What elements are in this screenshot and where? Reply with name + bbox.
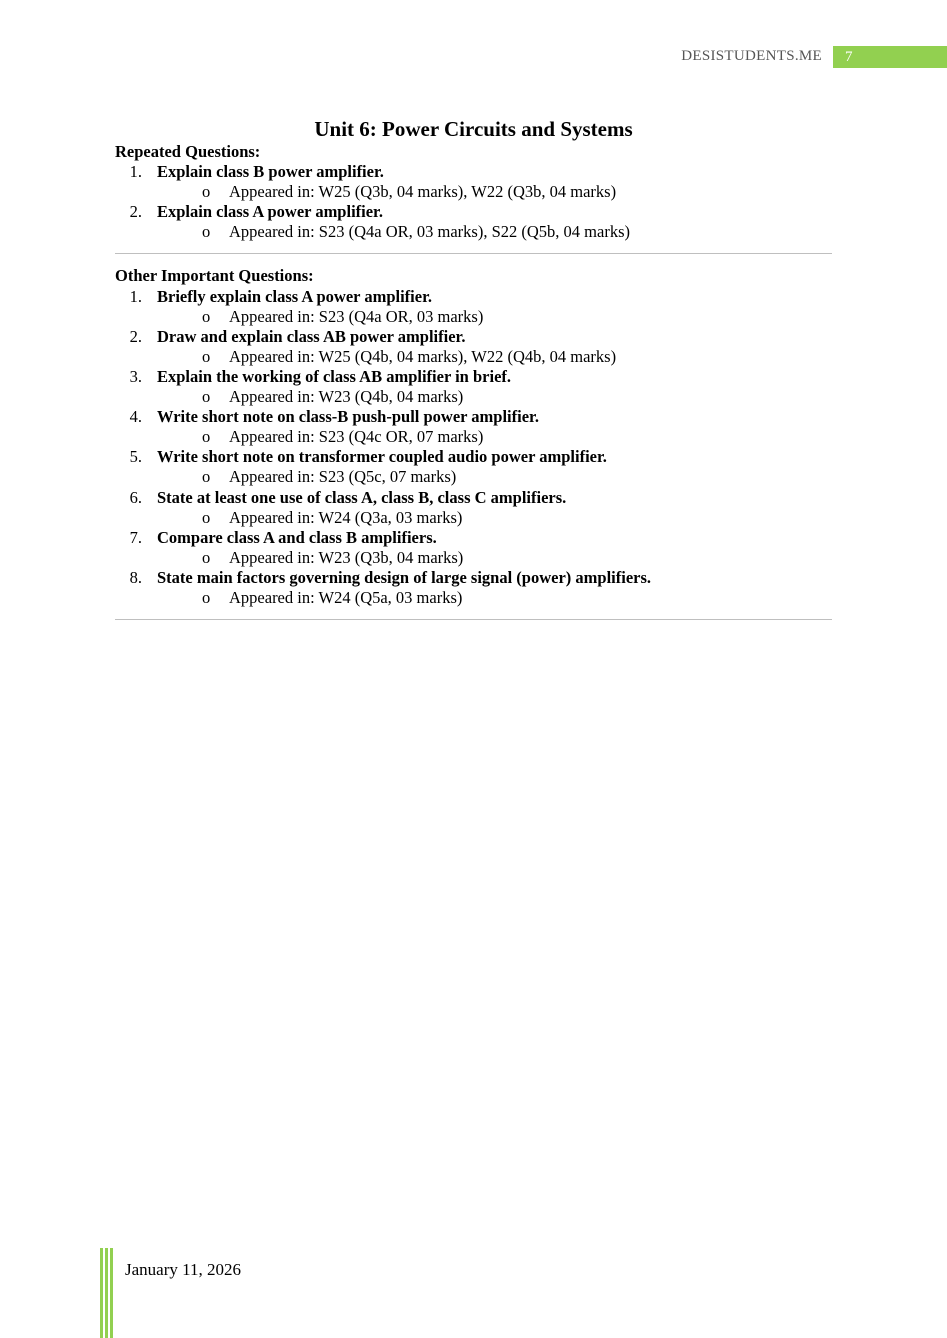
question-item — [115, 568, 832, 608]
footer-date: January 11, 2026 — [125, 1260, 241, 1279]
appeared-line — [115, 588, 832, 608]
question-line — [115, 407, 832, 427]
unit-title: Unit 6: Power Circuits and Systems — [314, 117, 633, 141]
question-item — [115, 528, 832, 568]
end-divider — [115, 619, 832, 620]
footer-accent-bars — [100, 1248, 116, 1338]
question-line — [115, 367, 832, 387]
question-line — [115, 488, 832, 508]
appeared-line — [115, 307, 832, 327]
question-number: 4 . — [115, 407, 157, 427]
other-questions-heading: Other Important Questions: — [115, 266, 314, 286]
question-item — [115, 488, 832, 528]
appeared-line — [115, 387, 832, 407]
question-item — [115, 447, 832, 487]
bullet-icon: o — [202, 306, 211, 326]
other-questions-list — [115, 287, 832, 609]
question-item — [115, 202, 832, 242]
bullet-icon: o — [202, 547, 211, 567]
appeared-in-text: Appeared in: W24 (Q5a, 03 marks) — [229, 587, 463, 607]
question-text: Explain class B power amplifier. — [157, 162, 384, 182]
bullet-icon: o — [202, 587, 211, 607]
question-number: 2 . — [115, 202, 157, 222]
bullet-icon: o — [202, 507, 211, 527]
appeared-in-text: Appeared in: W23 (Q4b, 04 marks) — [229, 387, 464, 407]
appeared-line — [115, 427, 832, 447]
question-number: 7 . — [115, 528, 157, 548]
question-number: 8 . — [115, 568, 157, 588]
question-number: 3 . — [115, 367, 157, 387]
appeared-in-text: Appeared in: W24 (Q3a, 03 marks) — [229, 507, 463, 527]
appeared-in-text: Appeared in: W25 (Q3b, 04 marks), W22 (Q3b, 04 marks) — [229, 182, 617, 202]
bullet-icon: o — [202, 427, 211, 447]
question-line — [115, 287, 832, 307]
question-number: 5 . — [115, 447, 157, 467]
question-number: 1 . — [115, 287, 157, 307]
footer-bar — [100, 1248, 103, 1338]
question-item — [115, 287, 832, 327]
bullet-icon: o — [202, 387, 211, 407]
question-line — [115, 327, 832, 347]
footer-bar — [105, 1248, 108, 1338]
question-number: 2 . — [115, 327, 157, 347]
page-content — [115, 116, 832, 632]
question-text: Explain class A power amplifier. — [157, 202, 383, 222]
question-line — [115, 528, 832, 548]
bullet-icon: o — [202, 182, 211, 202]
question-item — [115, 327, 832, 367]
appeared-line — [115, 182, 832, 202]
appeared-line — [115, 347, 832, 367]
question-line — [115, 162, 832, 182]
header-page-number: 7 — [833, 46, 947, 68]
question-text: Explain the working of class AB amplifier in brief. — [157, 366, 512, 386]
question-line — [115, 447, 832, 467]
appeared-in-text: Appeared in: S23 (Q4a OR, 03 marks) — [229, 306, 484, 326]
question-line — [115, 568, 832, 588]
question-text: Briefly explain class A power amplifier. — [157, 286, 432, 306]
question-text: Write short note on transformer coupled audio power amplifier. — [157, 447, 607, 467]
question-line — [115, 202, 832, 222]
repeated-questions-heading: Repeated Questions: — [115, 142, 261, 161]
question-item — [115, 367, 832, 407]
question-text: Draw and explain class AB power amplifier. — [157, 326, 466, 346]
question-text: Write short note on class-B push-pull power amplifier. — [157, 407, 539, 427]
appeared-in-text: Appeared in: S23 (Q4c OR, 07 marks) — [229, 427, 484, 447]
header-site-name: DESISTUDENTS.ME — [681, 48, 822, 64]
footer-bar — [110, 1248, 113, 1338]
appeared-line — [115, 508, 832, 528]
appeared-line — [115, 548, 832, 568]
question-number: 6 . — [115, 488, 157, 508]
appeared-line — [115, 467, 832, 487]
bullet-icon: o — [202, 222, 211, 242]
question-number: 1 . — [115, 162, 157, 182]
repeated-questions-list — [115, 162, 832, 242]
question-text: Compare class A and class B amplifiers. — [157, 527, 437, 547]
question-item — [115, 407, 832, 447]
appeared-in-text: Appeared in: W23 (Q3b, 04 marks) — [229, 547, 464, 567]
appeared-in-text: Appeared in: S23 (Q5c, 07 marks) — [229, 467, 457, 487]
question-text: State main factors governing design of large signal (power) amplifiers. — [157, 567, 652, 587]
bullet-icon: o — [202, 467, 211, 487]
question-item — [115, 162, 832, 202]
bullet-icon: o — [202, 346, 211, 366]
appeared-in-text: Appeared in: S23 (Q4a OR, 03 marks), S22 (Q5b, 04 marks) — [229, 222, 630, 242]
question-text: State at least one use of class A, class B, class C amplifiers. — [157, 487, 567, 507]
section-divider — [115, 253, 832, 254]
appeared-in-text: Appeared in: W25 (Q4b, 04 marks), W22 (Q4b, 04 marks) — [229, 346, 617, 366]
appeared-line — [115, 222, 832, 242]
